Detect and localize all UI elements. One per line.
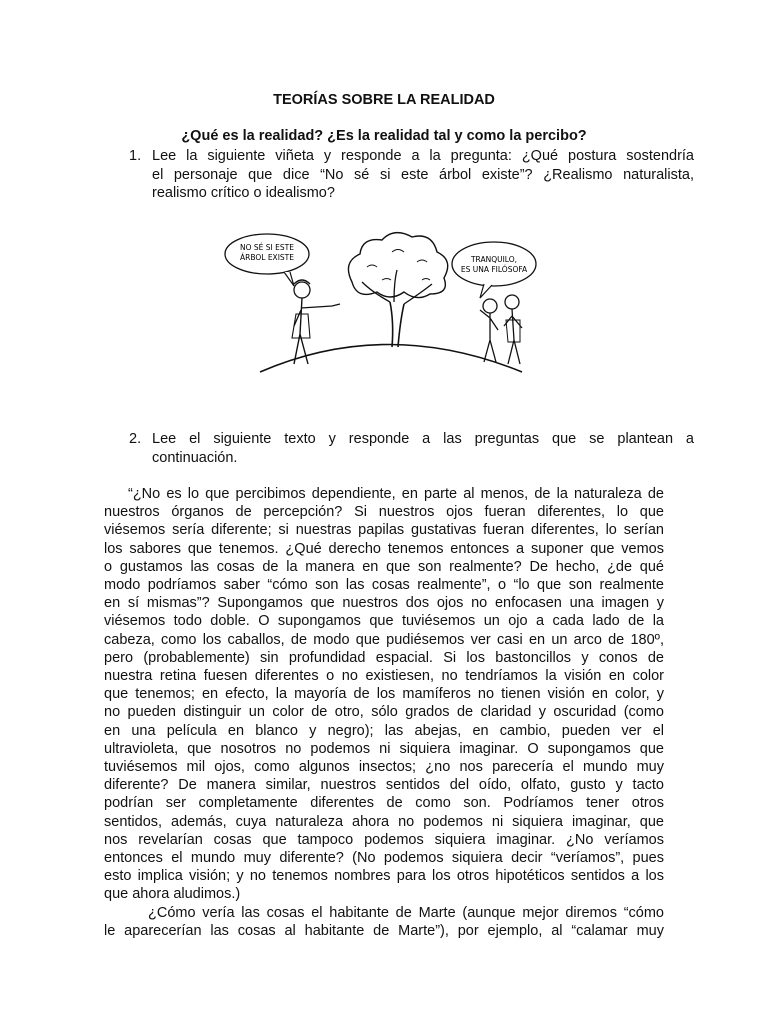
passage-line: viésemos todo doble. O supongamos que tuviésemos un ojo a cada lado de la [104,613,664,630]
question-1-line: Lee la siguiente viñeta y responde a la pregunta: ¿Qué postura sostendría [152,148,694,164]
question-2-number: 2. [129,431,142,447]
passage-line: en una película en blanco y negro); las abejas, en cambio, pueden ver el [104,722,664,739]
passage-line: que ahora aludimos.) [104,886,241,903]
left-figure [292,280,340,364]
tree-drawing [348,233,447,347]
page-title: TEORÍAS SOBRE LA REALIDAD [273,92,495,108]
passage-text [104,485,664,940]
passage-line: podrían ser completamente diferentes de como son. Podríamos tener otros [104,795,664,812]
speech-left-line1: NO SÉ SI ESTE [240,243,294,252]
passage-line: cabeza, como los caballos, de modo que pudiésemos ver casi en un arco de 180º, [104,631,664,648]
speech-bubble-right [452,242,536,286]
passage-line: ¿Cómo vería las cosas el habitante de Marte (aunque mejor diremos “cómo [148,904,664,921]
passage-line: tuviésemos mil ojos, como algunos insectos; ¿no nos parecería el mundo muy [104,759,664,776]
question-2-line: Lee el siguiente texto y responde a las preguntas que se plantean a [152,431,694,447]
passage-line: los sabores que tenemos. ¿Qué derecho tenemos entonces a suponer que vemos [104,540,664,557]
passage-line: nuestros órganos de percepción? Si nuestros ojos fueran diferentes, lo que [104,504,664,521]
passage-line: no pueden distinguir un color de otro, sólo grados de claridad y oscuridad (como [104,704,664,721]
speech-right-line2: ES UNA FILÓSOFA [460,265,528,274]
passage-line: viésemos sería diferente; si nuestras papilas gustativas fueran diferentes, lo serían [104,522,664,539]
speech-bubble-left-tail [284,272,294,286]
hill-line [260,345,522,373]
right-figures [480,295,522,364]
question-1-line: el personaje que dice “No sé si este árbol existe”? ¿Realismo naturalista, [152,166,694,183]
passage-line: o gustamos las cosas de la manera en que son realmente? De hecho, ¿de qué [104,558,664,575]
passage-line: sentidos, además, cuya naturaleza ahora no podemos ni siquiera imaginar, que [104,813,664,830]
cartoon-illustration [222,222,552,382]
passage-line: pero (probablemente) sin profundidad espacial. Si los bastoncillos y conos de [104,649,664,666]
page-subtitle: ¿Qué es la realidad? ¿Es la realidad tal y como la percibo? [181,128,587,144]
passage-line: ultravioleta, que nosotros no podemos ni siquiera imaginar. O supongamos que [104,740,664,757]
passage-line: en sí mismas”? Supongamos que nuestros dos ojos no enfocasen una imagen y [104,595,664,612]
passage-line: nuestra retina fuesen diferentes o no existiesen, no tendríamos la visión en color [104,668,664,685]
passage-line: le aparecerían las cosas al habitante de Marte”), por ejemplo, al “calamar muy [104,922,664,939]
passage-line: “¿No es lo que percibimos dependiente, en parte al menos, de la naturaleza de [128,486,664,502]
passage-line: que tenemos; en efecto, la mayoría de los mamíferos no tienen visión en color, y [104,686,664,703]
speech-bubble-right-tail [480,284,492,298]
passage-line: nos revelarían cosas que tampoco podemos siquiera imaginar. ¿No veríamos [104,831,664,848]
question-1-number: 1. [129,148,142,164]
question-2-line: continuación. [152,449,238,466]
passage-line: modo podríamos saber “cómo son las cosas realmente”, o “lo que son realmente [104,577,664,594]
speech-left-line2: ÁRBOL EXISTE [240,253,294,262]
question-1-text [152,147,694,203]
question-2-text [152,430,694,467]
speech-right-line1: TRANQUILO, [470,255,518,264]
passage-line: esto implica visión; y no tenemos nombres para los otros hipotéticos sentidos a los [104,868,664,885]
passage-line: entonces el mundo muy diferente? (No podemos siquiera decir “veríamos”, pues [104,850,664,867]
passage-line: diferente? De manera similar, nuestros sentidos del oído, olfato, gusto y tacto [104,777,664,794]
question-1-line: realismo crítico o idealismo? [152,185,335,201]
